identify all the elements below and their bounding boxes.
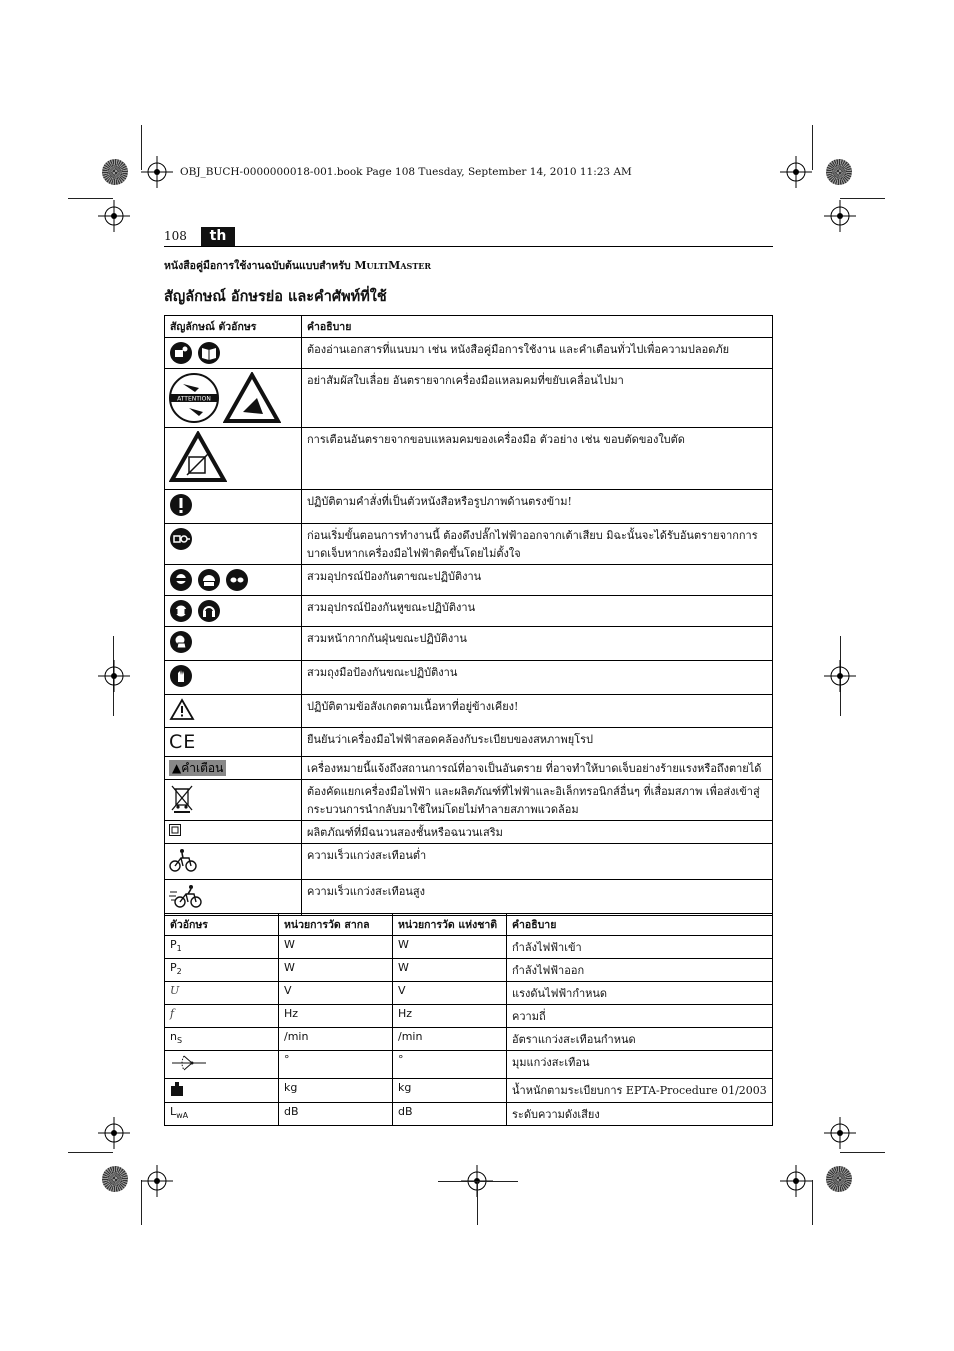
header-rule bbox=[164, 246, 773, 247]
sharp-warning-icon bbox=[223, 372, 281, 424]
symbol-description: ความเร็วแกว่งสะเทือนต่ำ bbox=[302, 844, 773, 880]
registration-mark-icon bbox=[98, 1117, 130, 1149]
table-row bbox=[165, 880, 773, 916]
table-row bbox=[165, 1005, 773, 1028]
weight-icon bbox=[170, 1081, 184, 1097]
table-row bbox=[165, 959, 773, 982]
abbr-si-unit: dB bbox=[279, 1103, 393, 1126]
symbol-description: การเตือนอันตรายจากขอบแหลมคมของเครื่องมือ ตัวอย่าง เช่น ขอบตัดของใบตัด bbox=[302, 428, 773, 490]
abbr-national-unit: Hz bbox=[393, 1005, 507, 1028]
crop-mark bbox=[68, 1152, 113, 1153]
column-header: คำอธิบาย bbox=[507, 914, 773, 936]
color-disc-icon bbox=[102, 159, 128, 185]
dust-mask-icon bbox=[169, 630, 193, 654]
abbr-symbol: $P_1$ bbox=[165, 936, 279, 959]
crop-mark bbox=[812, 1180, 813, 1225]
book-header: OBJ_BUCH-0000000018-001.book Page 108 Tuesday, September 14, 2010 11:23 AM bbox=[180, 166, 632, 178]
table-row bbox=[165, 821, 773, 844]
symbol-description: เครื่องหมายนี้แจ้งถึงสถานการณ์ที่อาจเป็นอันตราย ที่อาจทำให้บาดเจ็บอย่างร้ายแรงหรือถึงตายได้ bbox=[302, 757, 773, 780]
abbr-symbol: f bbox=[165, 1005, 279, 1028]
abbr-description: ความถี่ bbox=[507, 1005, 773, 1028]
symbol-description: สวมอุปกรณ์ป้องกันหูขณะปฏิบัติงาน bbox=[302, 596, 773, 627]
registration-mark-icon bbox=[780, 156, 812, 188]
attention-blade-icon bbox=[169, 372, 219, 424]
table-row bbox=[165, 490, 773, 524]
table-row bbox=[165, 627, 773, 661]
edge-warning-icon bbox=[169, 431, 227, 483]
symbol-description: ก่อนเริ่มขั้นตอนการทำงานนี้ ต้องดึงปลั๊กไฟฟ้าออกจากเต้าเสียบ มิฉะนั้นจะได้รับอันตรายจากการบาดเจ็บหากเครื่องมือไฟฟ้าติดขึ้นโดยไม่ตั้งใจ bbox=[302, 524, 773, 565]
registration-mark-icon bbox=[141, 156, 173, 188]
abbr-symbol bbox=[165, 1079, 279, 1103]
table-row bbox=[165, 844, 773, 880]
abbr-symbol: U bbox=[165, 982, 279, 1005]
abbr-national-unit: kg bbox=[393, 1079, 507, 1103]
double-insulation-icon bbox=[169, 824, 181, 836]
slow-bike-icon bbox=[169, 847, 197, 873]
abbr-description: มุมแกว่งสะเทือน bbox=[507, 1051, 773, 1079]
document-subtitle: หนังสือคู่มือการใช้งานฉบับต้นแบบสำหรับ MULTIMASTER bbox=[164, 259, 432, 272]
registration-mark-icon bbox=[824, 1117, 856, 1149]
abbr-national-unit: dB bbox=[393, 1103, 507, 1126]
unplug-icon bbox=[169, 527, 193, 551]
symbol-description: ยืนยันว่าเครื่องมือไฟฟ้าสอดคล้องกับระเบียบของสหภาพยุโรป bbox=[302, 728, 773, 757]
table-row bbox=[165, 524, 773, 565]
fast-bike-icon bbox=[169, 883, 203, 909]
section-title: สัญลักษณ์ อักษรย่อ และคำศัพท์ที่ใช้ bbox=[164, 288, 387, 305]
warning-badge-icon: ▲ bbox=[172, 761, 182, 775]
abbr-description: แรงดันไฟฟ้ากำหนด bbox=[507, 982, 773, 1005]
table-row bbox=[165, 695, 773, 728]
abbreviation-table bbox=[164, 913, 773, 1126]
abbr-national-unit: /min bbox=[393, 1028, 507, 1051]
abbr-si-unit: /min bbox=[279, 1028, 393, 1051]
column-header: หน่วยการวัด แห่งชาติ bbox=[393, 914, 507, 936]
crop-mark bbox=[68, 198, 113, 199]
abbr-symbol: $L_{wA}$ bbox=[165, 1103, 279, 1126]
ear-muff-icon bbox=[197, 599, 221, 623]
table-row bbox=[165, 1028, 773, 1051]
page-number: 108 bbox=[164, 229, 187, 243]
abbr-description: กำลังไฟฟ้าออก bbox=[507, 959, 773, 982]
abbr-description: อัตราแกว่งสะเทือนกำหนด bbox=[507, 1028, 773, 1051]
abbr-description: ระดับความดังเสียง bbox=[507, 1103, 773, 1126]
warning-badge: ▲คำเตือน bbox=[169, 760, 226, 776]
table-row bbox=[165, 728, 773, 757]
column-header: หน่วยการวัด สากล bbox=[279, 914, 393, 936]
table-row bbox=[165, 428, 773, 490]
caution-triangle-icon bbox=[169, 698, 195, 721]
registration-mark-icon bbox=[780, 1165, 812, 1197]
abbr-si-unit: V bbox=[279, 982, 393, 1005]
table-row bbox=[165, 780, 773, 821]
ear-protection-icon bbox=[169, 599, 193, 623]
table-row bbox=[165, 1051, 773, 1079]
ce-mark-icon: CE bbox=[169, 731, 197, 753]
abbr-national-unit: V bbox=[393, 982, 507, 1005]
oscillation-angle-icon bbox=[170, 1053, 210, 1073]
abbr-symbol: $n_S$ bbox=[165, 1028, 279, 1051]
abbr-si-unit: W bbox=[279, 959, 393, 982]
symbol-description: สวมถุงมือป้องกันขณะปฏิบัติงาน bbox=[302, 661, 773, 695]
symbol-table bbox=[164, 315, 773, 916]
column-header: ตัวอักษร bbox=[165, 914, 279, 936]
table-row bbox=[165, 369, 773, 428]
abbr-si-unit: Hz bbox=[279, 1005, 393, 1028]
read-manual-icon bbox=[169, 341, 193, 365]
abbr-national-unit: ° bbox=[393, 1051, 507, 1079]
symbol-description: สวมอุปกรณ์ป้องกันตาขณะปฏิบัติงาน bbox=[302, 565, 773, 596]
symbol-description: ความเร็วแกว่งสะเทือนสูง bbox=[302, 880, 773, 916]
table-row bbox=[165, 1079, 773, 1103]
language-badge: th bbox=[201, 227, 235, 246]
abbr-national-unit: W bbox=[393, 936, 507, 959]
table-row bbox=[165, 661, 773, 695]
registration-mark-icon bbox=[824, 200, 856, 232]
symbol-description: ปฏิบัติตามข้อสังเกตตามเนื้อหาที่อยู่ข้างเคียง! bbox=[302, 695, 773, 728]
table-row bbox=[165, 338, 773, 369]
gloves-icon bbox=[169, 664, 193, 688]
table-row bbox=[165, 1103, 773, 1126]
crop-mark bbox=[840, 1152, 885, 1153]
abbr-si-unit: ° bbox=[279, 1051, 393, 1079]
color-disc-icon bbox=[102, 1166, 128, 1192]
weee-bin-icon bbox=[169, 783, 195, 813]
face-shield-icon bbox=[169, 568, 193, 592]
color-disc-icon bbox=[826, 159, 852, 185]
abbr-description: กำลังไฟฟ้าเข้า bbox=[507, 936, 773, 959]
registration-mark-icon bbox=[98, 200, 130, 232]
book-icon bbox=[197, 341, 221, 365]
crop-mark bbox=[812, 125, 813, 170]
column-header: คำอธิบาย bbox=[302, 316, 773, 338]
registration-mark-icon bbox=[824, 660, 856, 692]
column-header: สัญลักษณ์ ตัวอักษร bbox=[165, 316, 302, 338]
symbol-description: ผลิตภัณฑ์ที่มีฉนวนสองชั้นหรือฉนวนเสริม bbox=[302, 821, 773, 844]
crop-mark bbox=[840, 198, 885, 199]
color-disc-icon bbox=[826, 1166, 852, 1192]
symbol-description: สวมหน้ากากกันฝุ่นขณะปฏิบัติงาน bbox=[302, 627, 773, 661]
symbol-description: ปฏิบัติตามคำสั่งที่เป็นตัวหนังสือหรือรูปภาพด้านตรงข้าม! bbox=[302, 490, 773, 524]
crop-mark bbox=[438, 1181, 518, 1182]
abbr-si-unit: kg bbox=[279, 1079, 393, 1103]
table-header-row bbox=[165, 914, 773, 936]
symbol-description: ต้องอ่านเอกสารที่แนบมา เช่น หนังสือคู่มือการใช้งาน และคำเตือนทั่วไปเพื่อความปลอดภัย bbox=[302, 338, 773, 369]
registration-mark-icon bbox=[141, 1165, 173, 1197]
table-row bbox=[165, 565, 773, 596]
table-header-row bbox=[165, 316, 773, 338]
mandatory-icon bbox=[169, 493, 193, 517]
registration-mark-icon bbox=[98, 660, 130, 692]
table-row bbox=[165, 982, 773, 1005]
abbr-national-unit: W bbox=[393, 959, 507, 982]
abbr-description: น้ำหนักตามระเบียบการ EPTA-Procedure 01/2003 bbox=[507, 1079, 773, 1103]
table-row bbox=[165, 936, 773, 959]
symbol-description: อย่าสัมผัสใบเลื่อย อันตรายจากเครื่องมือแหลมคมที่ขยับเคลื่อนไปมา bbox=[302, 369, 773, 428]
abbr-symbol bbox=[165, 1051, 279, 1079]
helmet-icon bbox=[197, 568, 221, 592]
crop-mark bbox=[477, 1181, 478, 1225]
table-row bbox=[165, 596, 773, 627]
abbr-symbol: $P_2$ bbox=[165, 959, 279, 982]
svg-text:ATTENTION: ATTENTION bbox=[177, 395, 211, 403]
symbol-description: ต้องคัดแยกเครื่องมือไฟฟ้า และผลิตภัณฑ์ที่ไฟฟ้าและอิเล็กทรอนิกส์อื่นๆ ที่เสื่อมสภาพ เพื่อส่งเข้าสู่กระบวนการนำกลับมาใช้ใหม่โดยไม่ทำลายสภาพแวดล้อม bbox=[302, 780, 773, 821]
table-row bbox=[165, 757, 773, 780]
abbr-si-unit: W bbox=[279, 936, 393, 959]
goggles-icon bbox=[225, 568, 249, 592]
